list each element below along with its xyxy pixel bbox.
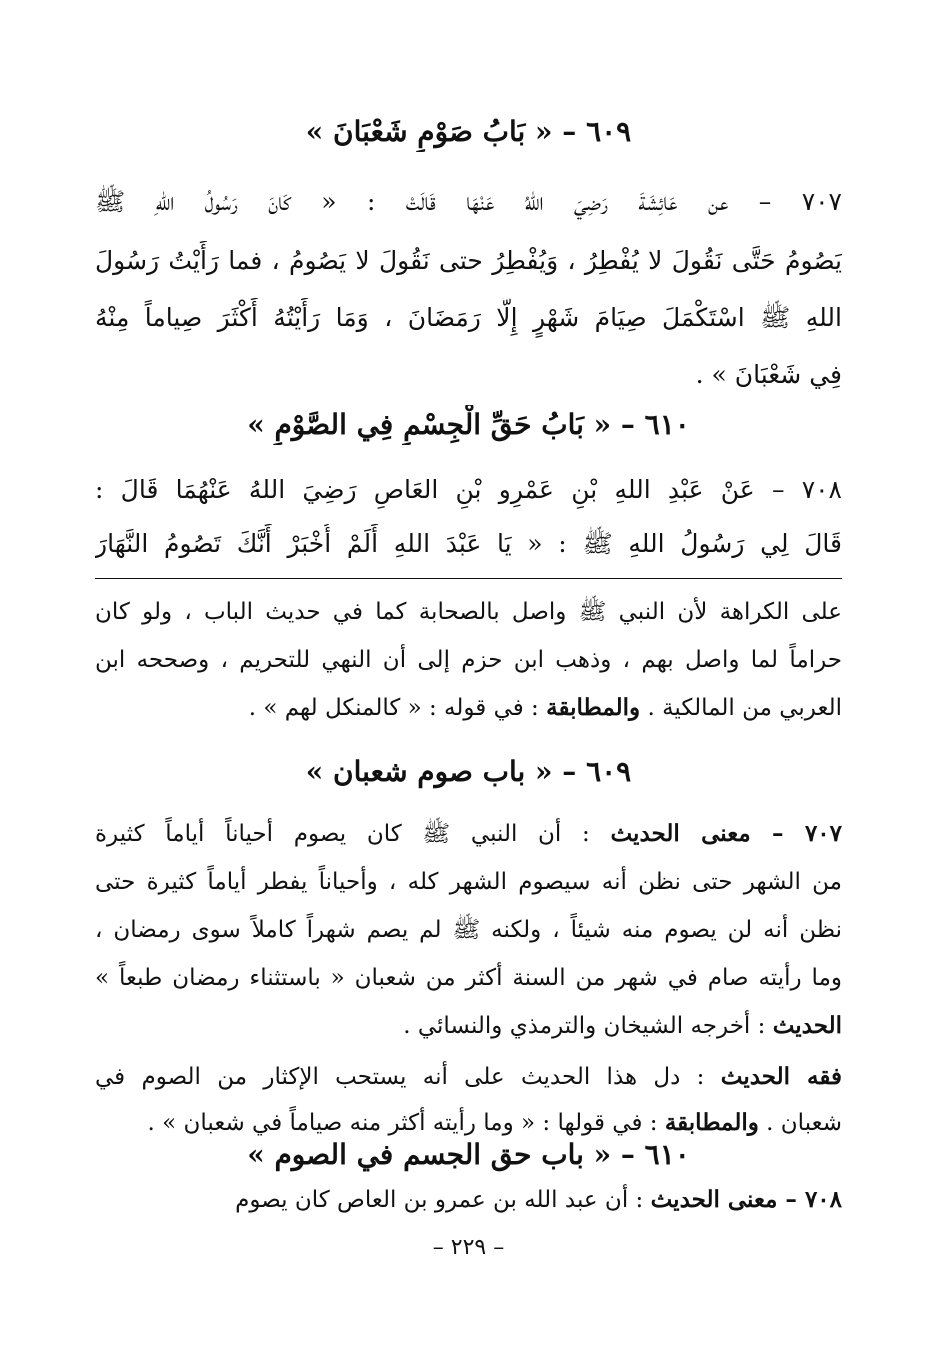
- explanation-707-line-5: [95, 1006, 842, 1046]
- explanation-text: : أخرجه الشيخان والترمذي والنسائي .: [403, 1013, 773, 1039]
- fiqh-text: شعبان .: [758, 1110, 842, 1136]
- fiqh-text: : دل هذا الحديث على أنه يستحب الإكثار من الصوم في: [95, 1064, 721, 1090]
- explanation-text: : أن النبي ﷺ كان يصوم أحياناً أياماً كثيرة: [95, 821, 611, 847]
- commentary-line-2: حراماً لما واصل بهم ، وذهب ابن حزم إلى أن النهي للتحريم ، وصححه ابن: [95, 647, 842, 673]
- commentary-line-1: على الكراهة لأن النبي ﷺ واصل بالصحابة كما في حديث الباب ، ولو كان: [95, 599, 842, 625]
- commentary-heading-610: ٦١٠ – « باب حق الجسم في الصوم »: [247, 1138, 690, 1171]
- hadith-707-line-2: يَصُومُ حَتَّى نَقُولَ لا يُفْطِرُ ، وَيُفْطِرُ حتى نَقُولَ لا يَصُومُ ، فما رَأَيْتُ رَسُولَ: [95, 246, 842, 275]
- explanation-707-line-2: من الشهر حتى نظن أنه سيصوم الشهر كله ، وأحياناً يفطر أياماً كثيرة حتى: [95, 869, 842, 895]
- explanation-707-line-1: [95, 814, 842, 854]
- meaning-label: معنى الحديث: [610, 820, 751, 847]
- explanation-707-line-4: وما رأيته صام في شهر من السنة أكثر من شعبان « باستثناء رمضان طبعاً »: [95, 965, 842, 991]
- hadith-number: ٧٠٨ –: [777, 1186, 842, 1213]
- meaning-label: معنى الحديث: [650, 1186, 778, 1213]
- explanation-708-line-1: [95, 1180, 842, 1220]
- mutabaqa-label: والمطابقة: [664, 1109, 759, 1136]
- commentary-text: : في قوله : « كالمنكل لهم » .: [248, 695, 547, 721]
- commentary-heading-609: ٦٠٩ – « باب صوم شعبان »: [305, 755, 632, 788]
- commentary-text: العربي من المالكية .: [640, 695, 842, 721]
- explanation-text: : أن عبد الله بن عمرو بن العاص كان يصوم: [235, 1187, 651, 1213]
- fiqh-label: فقه الحديث: [720, 1063, 842, 1090]
- hadith-number: ٧٠٧ –: [750, 820, 842, 847]
- mutabaqa-label: والمطابقة: [546, 694, 641, 721]
- page-number: – ٢٢٩ –: [432, 1235, 505, 1260]
- chapter-heading-610: ٦١٠ – « بَابُ حَقِّ الْجِسْمِ فِي الصَّوْمِ »: [247, 408, 690, 441]
- hadith-707-line-1: ٧٠٧ – عن عَائِشَةَ رَضِيَ اللهُ عَنْهَا قَالَتْ : « كَانَ رَسُولُ اللهِ ﷺ: [95, 187, 842, 216]
- explanation-707-line-3: نظن أنه لن يصوم منه شيئاً ، ولكنه ﷺ لم يصم شهراً كاملاً سوى رمضان ،: [95, 917, 842, 943]
- hadith-707-line-4: فِي شَعْبَانَ » .: [695, 360, 842, 389]
- commentary-line-3: [95, 688, 842, 728]
- fiqh-text: : في قولها : « وما رأيته أكثر منه صياماً في شعبان » .: [147, 1110, 665, 1136]
- hadith-label: الحديث: [772, 1012, 842, 1039]
- hadith-707-line-3: اللهِ ﷺ اسْتَكْمَلَ صِيَامَ شَهْرٍ إِلَّا رَمَضَانَ ، وَمَا رَأَيْتُهُ أَكْثَرَ صِياماً مِنْهُ: [95, 303, 842, 332]
- fiqh-line-1: [95, 1057, 842, 1097]
- hadith-708-line-2: قَالَ لِي رَسُولُ اللهِ ﷺ : « يَا عَبْدَ اللهِ أَلَمْ أُخْبَرْ أَنَّكَ تَصُومُ النَّهَارَ: [95, 529, 842, 558]
- chapter-heading-609: ٦٠٩ – « بَابُ صَوْمِ شَعْبَانَ »: [305, 115, 632, 148]
- hadith-708-line-1: ٧٠٨ – عَنْ عَبْدِ اللهِ بْنِ عَمْرِو بْنِ العَاصِ رَضِيَ اللهُ عَنْهُمَا قَالَ :: [95, 475, 842, 504]
- footnote-divider: [95, 578, 842, 579]
